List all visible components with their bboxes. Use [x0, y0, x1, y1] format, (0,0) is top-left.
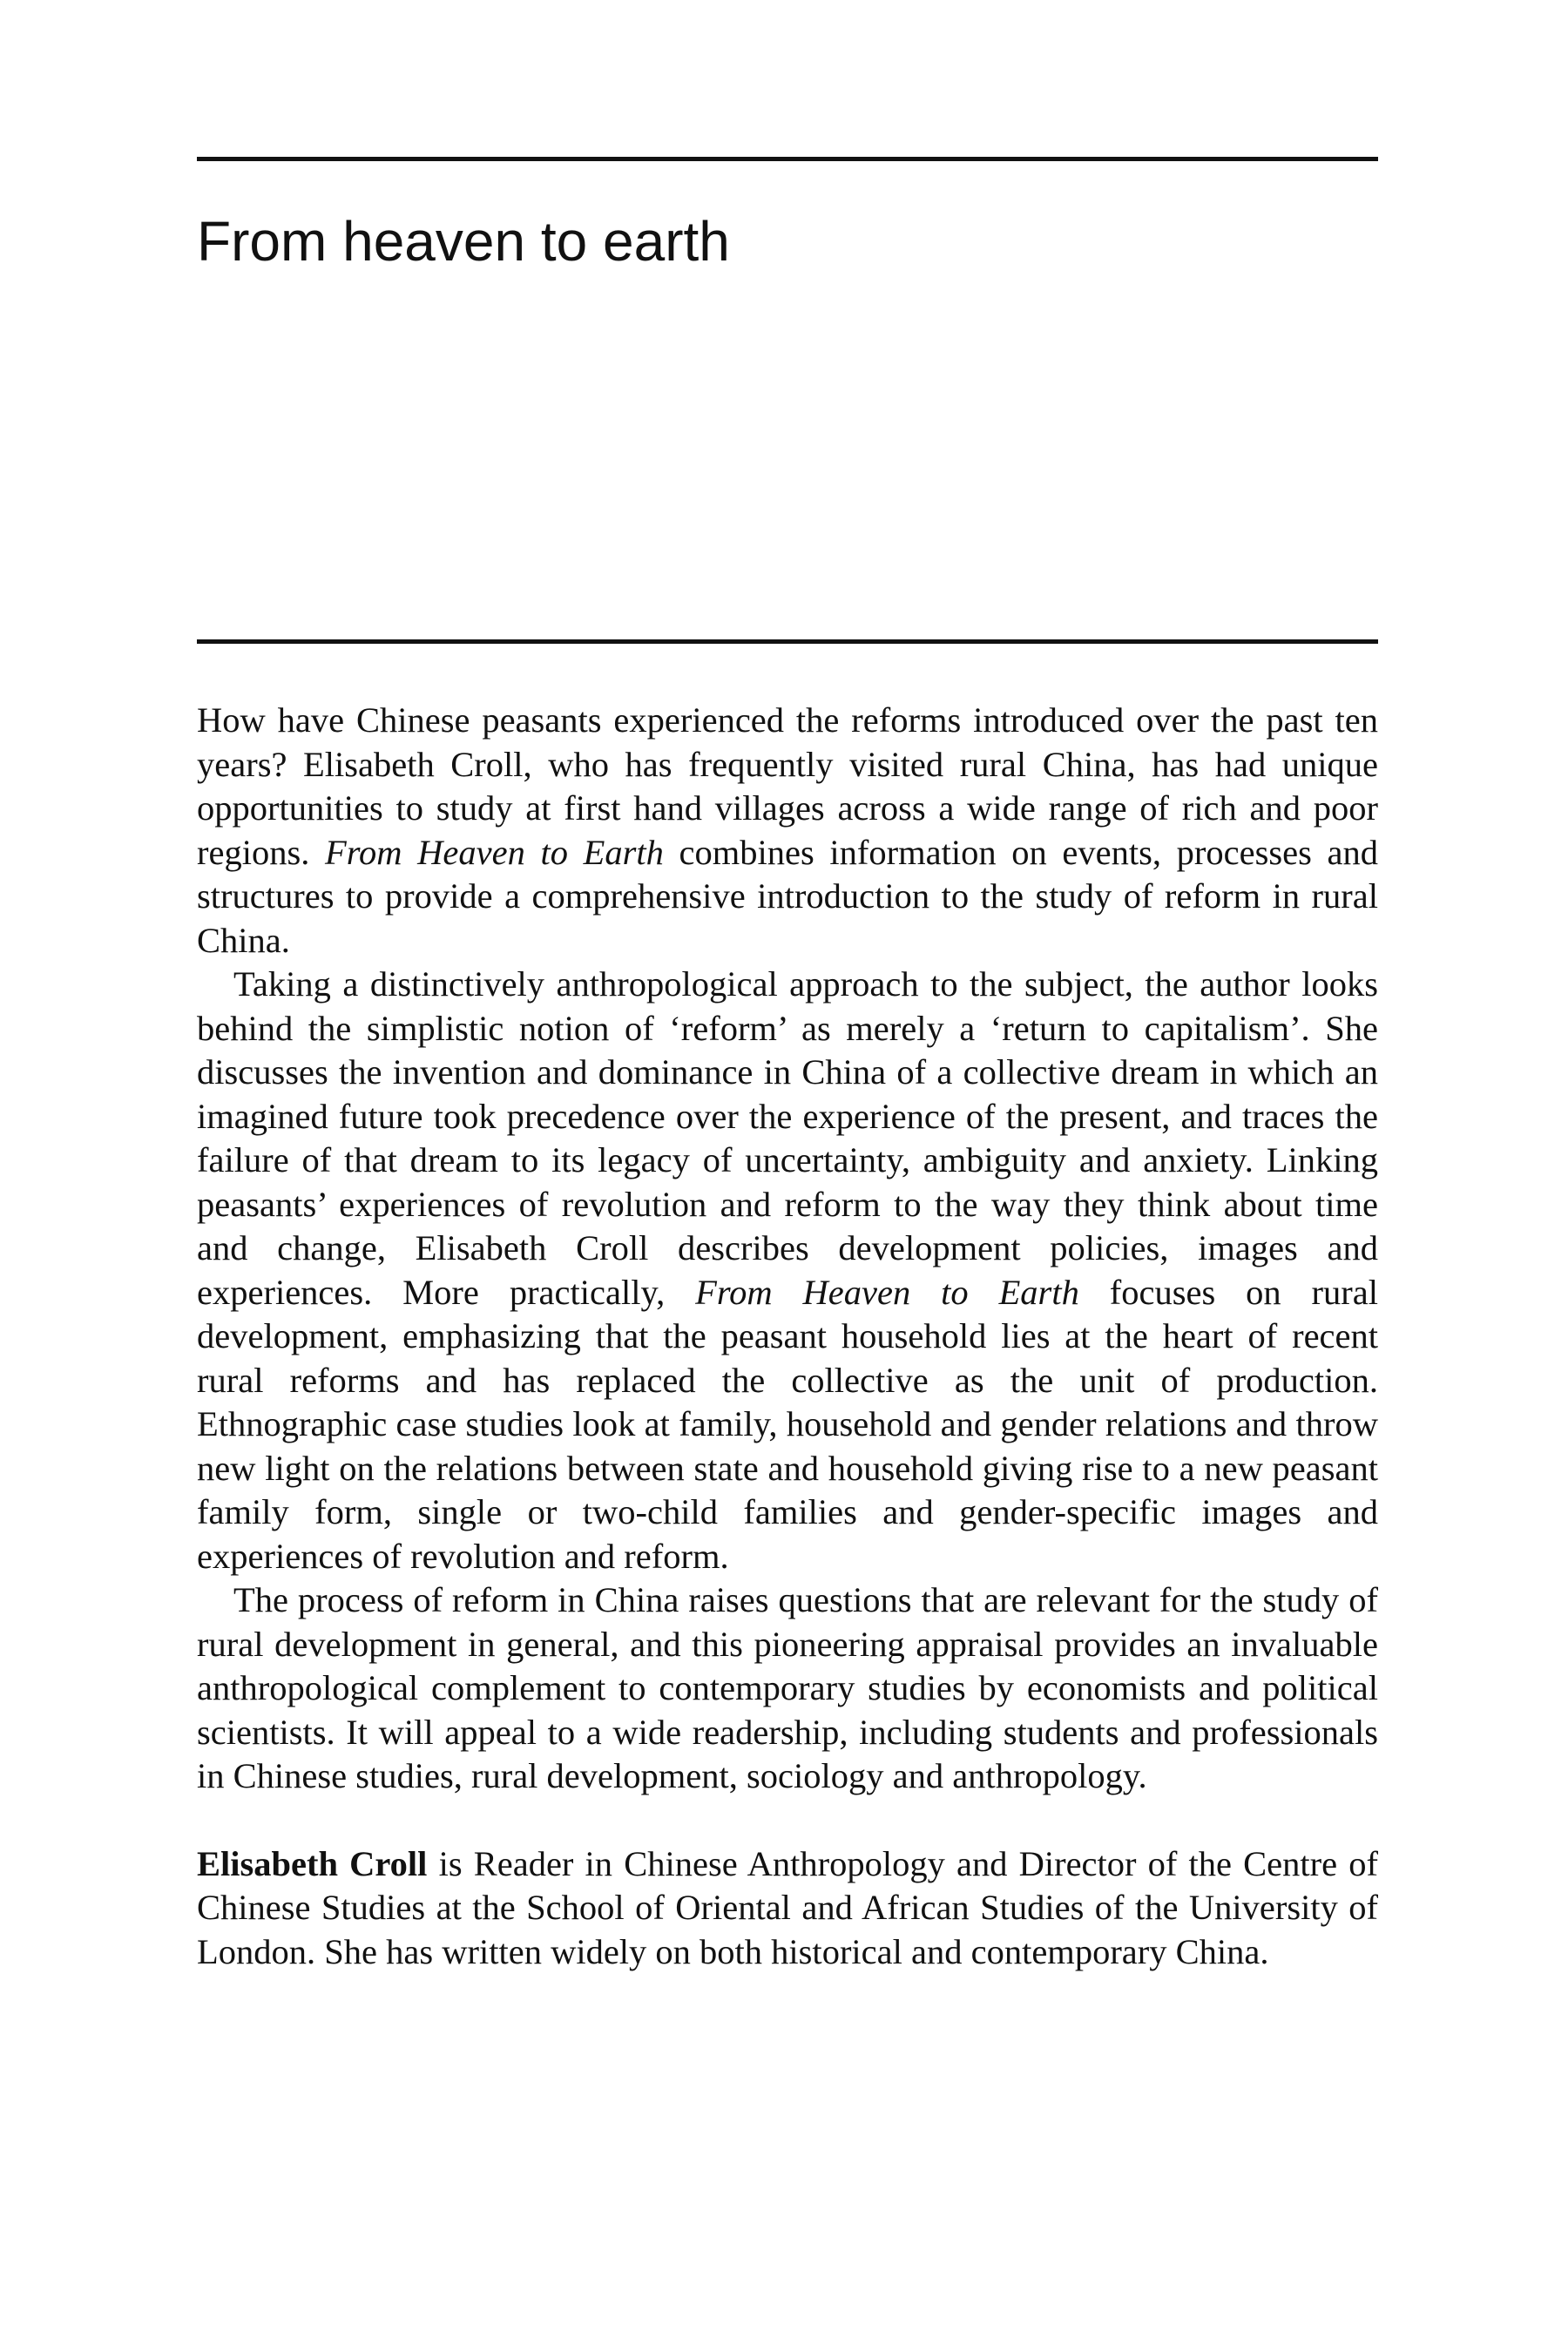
bottom-rule [197, 639, 1378, 644]
description-paragraph-3: The process of reform in China raises questions that are relevant for the study of rural development in general, and this pioneering appraisal provides an invaluable anthropological complement to contemporary studies by economists and political scientists. It will appeal to a wide readership, including students and professionals in Chinese studies, rural development, sociology and anthropology. [197, 1580, 1378, 1795]
page-title: From heaven to earth [197, 210, 730, 273]
description-paragraph-2 [197, 963, 1378, 1578]
author-bio-text: is Reader in Chinese Anthropology and Director of the Centre of Chinese Studies at the School of Oriental and African Studies of the University of London. She has written widely on both historical and contemporary China. [197, 1843, 1378, 1971]
book-title-italic: From Heaven to Earth [695, 1272, 1079, 1312]
paragraph-1-text-b: combines information on events, processes and structures to provide a comprehensive introduction to the study of reform in rural China. [197, 832, 1378, 960]
author-name: Elisabeth Croll [197, 1843, 428, 1883]
paragraph-1-text-a: How have Chinese peasants experienced the reforms introduced over the past ten years? Elisabeth Croll, who has frequently visited rural China, has had unique opportunities to study at first hand villages across a wide range of rich and poor regions. [197, 700, 1378, 872]
author-bio [197, 1842, 1378, 1975]
book-description [197, 699, 1378, 1974]
top-rule [197, 157, 1378, 161]
paragraph-2-text-a: Taking a distinctively anthropological approach to the subject, the author looks behind the simplistic notion of ‘reform’ as merely a ‘return to capitalism’. She discusses the invention and dominance in China of a collective dream in which an imagined future took precedence over the experience of the present, and traces the failure of that dream to its legacy of uncertainty, ambiguity and anxiety. Linking peasants’ experiences of revolution and reform to the way they think about time and change, Elisabeth Croll describes development policies, images and experiences. More practically, [197, 964, 1378, 1312]
paragraph-2-text-b: focuses on rural development, emphasizing that the peasant household lies at the heart of recent rural reforms and has replaced the collective as the unit of production. Ethnographic case studies look at family, household and gender relations and throw new light on the relations between state and household giving rise to a new peasant family form, single or two-child families and gender-specific images and experiences of revolution and reform. [197, 1272, 1378, 1576]
description-paragraph-1 [197, 699, 1378, 963]
book-title-italic: From Heaven to Earth [325, 832, 664, 872]
